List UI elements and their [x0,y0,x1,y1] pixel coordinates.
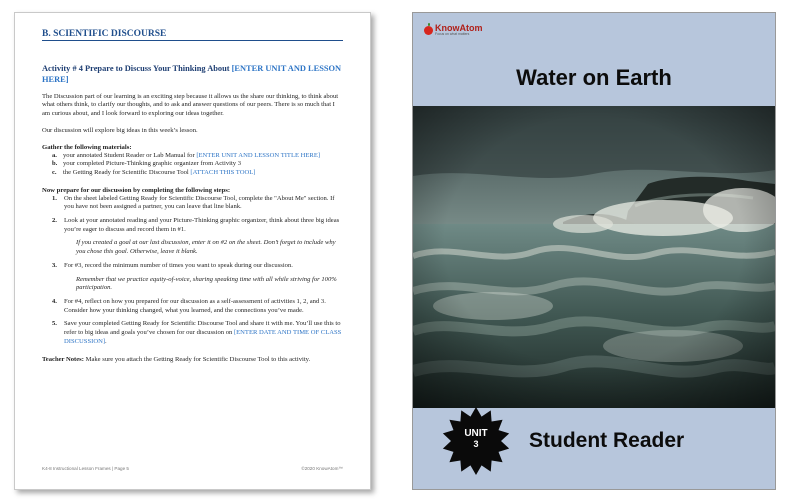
activity-title [42,63,343,86]
step-item [42,298,343,315]
attach-tool-link[interactable]: [ATTACH THIS TOOL] [190,168,256,176]
activity-title-text: Activity # 4 Prepare to Discuss Your Thinking About [42,64,232,73]
apple-icon [424,26,433,35]
ocean-waves-illustration [413,106,775,408]
footer-right: ©2020 KnowAtom™ [301,466,343,471]
list-marker: b. [52,160,58,168]
teacher-notes-label: Teacher Notes: [42,356,84,364]
brand-name: KnowAtom [435,23,483,33]
unit-badge-label [441,429,511,449]
list-item-text [63,169,255,178]
teacher-notes-text: Make sure you attach the Getting Ready for Scientific Discourse Tool to this activity. [83,356,311,364]
step-text-wrap [64,320,343,346]
student-reader-title: Student Reader [529,429,685,452]
list-item-text [63,152,320,161]
cover-title: Water on Earth [516,65,672,90]
step-marker: 3. [52,261,57,269]
step-item [42,217,343,257]
step-item [42,195,343,212]
knowatom-logo [424,24,483,37]
teacher-notes [42,356,343,365]
list-item-body: your annotated Student Reader or Lab Manual for [63,151,197,159]
ocean-waves-image [413,106,775,408]
step-marker: 2. [52,217,57,225]
list-item-body: your completed Picture-Thinking graphic organizer from Activity 3 [63,160,242,168]
step-text: Look at your annotated reading and your Picture-Thinking graphic organizer, think about three big ideas you’re eager to discuss and record them in #1. [64,217,340,233]
step-text: For #4, reflect on how you prepared for our discussion as a self-assessment of activities 1, 2, and 3. Consider how your thinking changed, what you learned, and the connections you’ve made. [64,297,326,314]
step-note: Remember that we practice equity-of-voice, sharing speaking time with all while striving for 100% participation. [76,275,337,292]
step-text: On the sheet labeled Getting Ready for Scientific Discourse Tool, complete the "About Me" section. If you have not been assigned a partner, you can leave that line blank. [64,194,335,211]
steps-heading: Now prepare for our discussion by completing the following steps: [42,186,231,194]
step-marker: 4. [52,297,57,305]
step-marker: 5. [52,320,57,328]
lesson-title-placeholder: [ENTER UNIT AND LESSON TITLE HERE] [196,151,321,159]
step-marker: 1. [52,194,57,202]
unit-number: 3 [473,438,479,449]
brand-tagline: Focus on what matters [435,32,470,36]
date-time-placeholder: [ENTER DATE AND TIME OF CLASS DISCUSSION] [64,329,342,345]
lesson-document-page [14,12,371,490]
list-item [42,152,343,161]
intro-paragraph: The Discussion part of our learning is an exciting step because it allows us the share our thinking, to think about what others think, to clarify our thoughts, and to ask and answer questions of our peers. There is so much that I am curious about, and I look forward to exploring our ideas together. [42,92,339,118]
list-item [42,160,343,169]
week-line: Our discussion will explore big ideas in this week’s lesson. [42,126,198,134]
unit-word: UNIT [464,428,488,439]
section-title: B. SCIENTIFIC DISCOURSE [42,29,343,41]
page-footer [42,466,343,471]
list-marker: c. [52,168,57,176]
activity-placeholder: [ENTER UNIT AND LESSON HERE] [42,64,342,85]
footer-left: K4-8 Instructional Lesson Frames | Page 5 [42,466,129,471]
step-item [42,320,343,346]
steps-list [42,195,343,347]
materials-list [42,152,343,178]
step-item [42,262,343,293]
step-text: For #3, record the minimum number of times you want to speak during our discussion. [64,261,293,269]
list-marker: a. [52,151,57,159]
list-item [42,169,343,178]
step-text-end: . [105,337,107,345]
step-text: Save your completed Getting Ready for Scientific Discourse Tool and share it with me. You’ll use this to refer to big ideas and goals you’ve chosen for our discussion on [64,320,341,337]
student-reader-cover [412,12,776,490]
step-note: If you created a goal at our last discussion, enter it on #2 on the sheet. Don’t forget to include why you chose this goal. Otherwise, leave it blank. [76,239,336,256]
materials-heading: Gather the following materials: [42,143,132,151]
list-item-body: the Getting Ready for Scientific Discourse Tool [63,168,191,176]
